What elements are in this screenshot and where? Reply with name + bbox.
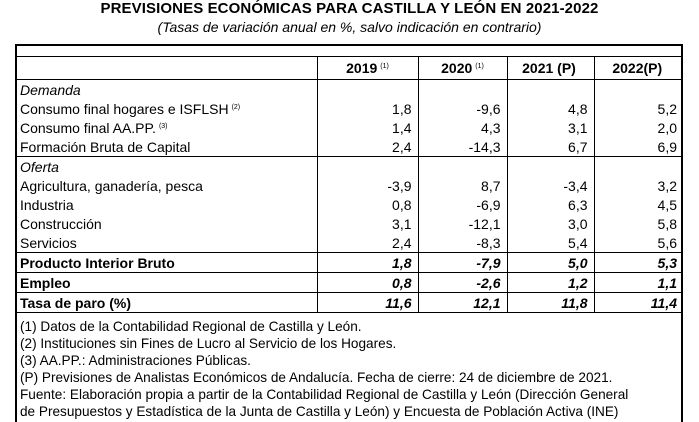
row-label: Demanda (20, 81, 81, 98)
value-cell: 11,8 (507, 293, 594, 313)
value-cell: 4,3 (418, 118, 507, 137)
value-cell: -8,3 (418, 233, 507, 253)
table-row (15, 176, 683, 195)
row-label: Formación Bruta de Capital (20, 138, 191, 155)
table-header-row (15, 57, 683, 80)
value-cell: 5,2 (594, 99, 683, 118)
value-cell: 0,8 (317, 273, 418, 293)
footnote: (3) AA.PP.: Administraciones Públicas. (20, 353, 251, 368)
value-cell: 6,3 (507, 195, 594, 214)
value-cell: 2,4 (317, 137, 418, 157)
value-cell: 1,4 (317, 118, 418, 137)
value-cell: -9,6 (418, 99, 507, 118)
table-row (15, 214, 683, 233)
table-row (15, 99, 683, 118)
value-cell (507, 157, 594, 177)
source-note: de Presupuestos y Estadística de la Junta de Castilla y León) y Encuesta de Población Activa (INE) (20, 404, 619, 419)
value-cell: 11,4 (594, 293, 683, 313)
row-label: Oferta (15, 157, 317, 177)
value-cell: 6,9 (594, 137, 683, 157)
row-label: Servicios (20, 234, 77, 251)
value-cell: 1,8 (317, 253, 418, 273)
value-cell: 3,1 (507, 118, 594, 137)
value-cell (418, 80, 507, 100)
table-row (15, 195, 683, 214)
value-cell: 6,7 (507, 137, 594, 157)
header-empty-cell (15, 57, 317, 80)
footnotes (20, 318, 680, 420)
footnote: (1) Datos de la Contabilidad Regional de Castilla y León. (20, 319, 362, 334)
value-cell: 2,0 (594, 118, 683, 137)
column-header: 2021 (P) (507, 57, 594, 80)
forecast-table (15, 56, 683, 313)
value-cell: 4,5 (594, 195, 683, 214)
table-row (15, 118, 683, 137)
footnote: (2) Instituciones sin Fines de Lucro al Servicio de los Hogares. (20, 336, 397, 351)
row-label: Empleo (15, 273, 317, 293)
column-header: 2020 $^{(1)}$ (418, 57, 507, 80)
value-cell: 5,8 (594, 214, 683, 233)
row-label: Agricultura, ganadería, pesca (20, 177, 203, 194)
table-row (15, 137, 683, 157)
value-cell (418, 157, 507, 177)
document-subtitle: (Tasas de variación anual en %, salvo indicación en contrario) (157, 19, 542, 35)
value-cell: 5,6 (594, 233, 683, 253)
value-cell: 8,7 (418, 176, 507, 195)
value-cell: 3,0 (507, 214, 594, 233)
value-cell (317, 80, 418, 100)
table-row (15, 253, 683, 273)
row-label: Consumo final AA.PP. $^{(3)}$ (20, 119, 168, 136)
value-cell (507, 80, 594, 100)
value-cell: 4,8 (507, 99, 594, 118)
source-note: Fuente: Elaboración propia a partir de la Contabilidad Regional de Castilla y León (Dirección General (20, 387, 629, 402)
row-label: Producto Interior Bruto (15, 253, 317, 273)
value-cell: -3,9 (317, 176, 418, 195)
table-row (15, 293, 683, 313)
value-cell: -14,3 (418, 137, 507, 157)
row-label: Consumo final hogares e ISFLSH $^{(2)}$ (20, 100, 241, 117)
value-cell: 1,2 (507, 273, 594, 293)
value-cell: -7,9 (418, 253, 507, 273)
value-cell (317, 157, 418, 177)
value-cell: 2,4 (317, 233, 418, 253)
value-cell: -2,6 (418, 273, 507, 293)
value-cell: 1,8 (317, 99, 418, 118)
value-cell: -6,9 (418, 195, 507, 214)
value-cell: 12,1 (418, 293, 507, 313)
row-label: Tasa de paro (%) (15, 293, 317, 313)
value-cell: 3,1 (317, 214, 418, 233)
value-cell: 5,4 (507, 233, 594, 253)
value-cell: 1,1 (594, 273, 683, 293)
document-title: PREVISIONES ECONÓMICAS PARA CASTILLA Y LEÓN EN 2021-2022 (100, 0, 599, 17)
column-header: 2022(P) (594, 57, 683, 80)
value-cell: -3,4 (507, 176, 594, 195)
value-cell: -12,1 (418, 214, 507, 233)
row-label: Industria (20, 196, 74, 213)
footnote: (P) Previsiones de Analistas Económicos de Andalucía. Fecha de cierre: 24 de diciembre de 2021. (20, 370, 613, 385)
section-row (15, 80, 683, 100)
value-cell: 0,8 (317, 195, 418, 214)
value-cell (594, 157, 683, 177)
value-cell: 5,0 (507, 253, 594, 273)
value-cell: 3,2 (594, 176, 683, 195)
value-cell: 11,6 (317, 293, 418, 313)
row-label: Construcción (20, 215, 102, 232)
value-cell (594, 80, 683, 100)
section-row (15, 157, 683, 177)
column-header: 2019 $^{(1)}$ (317, 57, 418, 80)
table-row (15, 233, 683, 253)
table-row (15, 273, 683, 293)
value-cell: 5,3 (594, 253, 683, 273)
